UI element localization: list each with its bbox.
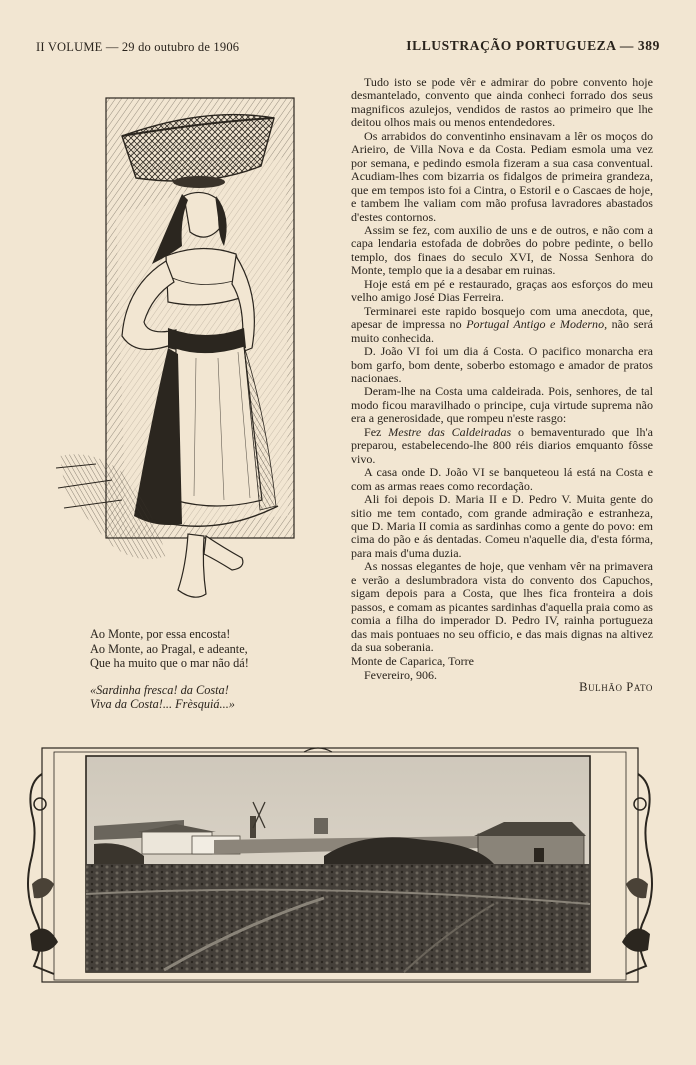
place-line: Monte de Caparica, Torre (351, 654, 474, 668)
paragraph-text: Terminarei este rapido bosquejo com uma anecdota, que, apesar de impressa no (351, 303, 653, 332)
article-paragraph: A casa onde D. João VI se banqueteou lá está na Costa e com as armas reaes como recordação. (351, 465, 653, 493)
article-paragraph: Hoje está em pé e restaurado, graças aos esforços do meu velho amigo José Dias Ferreira. (351, 276, 653, 305)
poem-line: Ao Monte, ao Pragal, e adeante, (90, 641, 248, 656)
article-paragraph (351, 305, 653, 345)
fishwife-illustration (56, 96, 300, 606)
poem-line: Ao Monte, por essa encosta! (90, 627, 231, 641)
poem-line: Que ha muito que o mar não dá! (90, 656, 249, 671)
article-paragraph: Deram-lhe na Costa uma caldeirada. Pois, senhores, de tal modo ficou maravilhado o principe, cuja virtude suprema não era a generosidade, que rompeu n'este rasgo: (351, 384, 653, 426)
article-paragraph: Tudo isto se pode vêr e admirar do pobre convento hoje desmantelado, convento que ainda conheci forrado dos seus magnificos azulejos, vendidos de rastos ao primeiro que lhe deitou olhos mais ou menos entendedores. (351, 75, 653, 130)
paragraph-text: o bemaventurado que lh'a preparou, estabelecendo-lhe 800 réis diarios emquanto fôsse vivo. (351, 424, 653, 466)
magazine-title-page-number: ILLUSTRAÇÃO PORTUGUEZA — 389 (406, 38, 660, 53)
article-paragraph: Ali foi depois D. Maria II e D. Pedro V. Muita gente do sitio me tem contado, com grande admiração e estranheza, que D. Maria II comia as sardinhas como a gente do povo: em cima do pão e ás dentadas. Comeu n'aquelle dia, d'esta fórma, para mais d'uma duzia. (351, 492, 653, 560)
article-paragraph: Os arrabidos do conventinho ensinavam a lêr os moços do Arieiro, de Villa Nova e da Costa. Pediam esmola uma vez por semana, e pedindo esmola fizeram a sua casa conventual. Acudiam-lhes com bizarria os fidalgos de primeira grandeza, que em tempos isto foi a Cintra, o Estoril e o Cascaes de hoje, e tambem lhe valiam com mão profusa lavradores abastados d'estes contornos. (351, 128, 653, 224)
article-paragraph: As nossas elegantes de hoje, que venham vêr na primavera e verão a deslumbradora vista do convento dos Capuchos, sigam depois para a Costa, que lhes fica fronteira a dois passos, e comam as picantes sardinhas d'aquella praia como as comia a filha do imperador D. Pedro IV, rainha portugueza das mais pontuaes no seu officio, e das mais dignas na altivez da sua soberania. (351, 559, 653, 655)
paragraph-text: não será muito conhecida. (351, 317, 653, 345)
landscape-photo-frame (24, 744, 656, 988)
street-cry-line: Viva da Costa!... Frèsquiá...» (90, 697, 235, 712)
paragraph-text: Fez (364, 424, 389, 439)
closing-block (351, 654, 653, 694)
article-column (351, 76, 653, 654)
volume-date: II VOLUME — 29 do outubro de 1906 (36, 40, 240, 54)
article-paragraph: D. João VI foi um dia á Costa. O pacifico monarcha era bom garfo, bom dente, soberbo estomago e amador de pratos nacionaes. (351, 344, 653, 385)
author-signature: Bulhão Pato (579, 680, 653, 694)
poem-block (90, 627, 320, 712)
book-title: Portugal Antigo e Moderno, (466, 317, 608, 332)
street-cry-line: «Sardinha fresca! da Costa! (90, 682, 229, 697)
date-line: Fevereiro, 906. (364, 668, 437, 682)
honorific-title: Mestre das Caldeiradas (388, 424, 512, 439)
article-paragraph: Assim se fez, com auxilio de uns e de outros, e não com a capa lendaria estofada de dobrões do pobre pedinte, o bello templo, dos finaes do seculo XVI, de Nossa Senhora do Monte, templo que ia a desabar em ruinas. (351, 222, 653, 278)
article-paragraph (351, 426, 653, 466)
page-header (36, 38, 660, 58)
